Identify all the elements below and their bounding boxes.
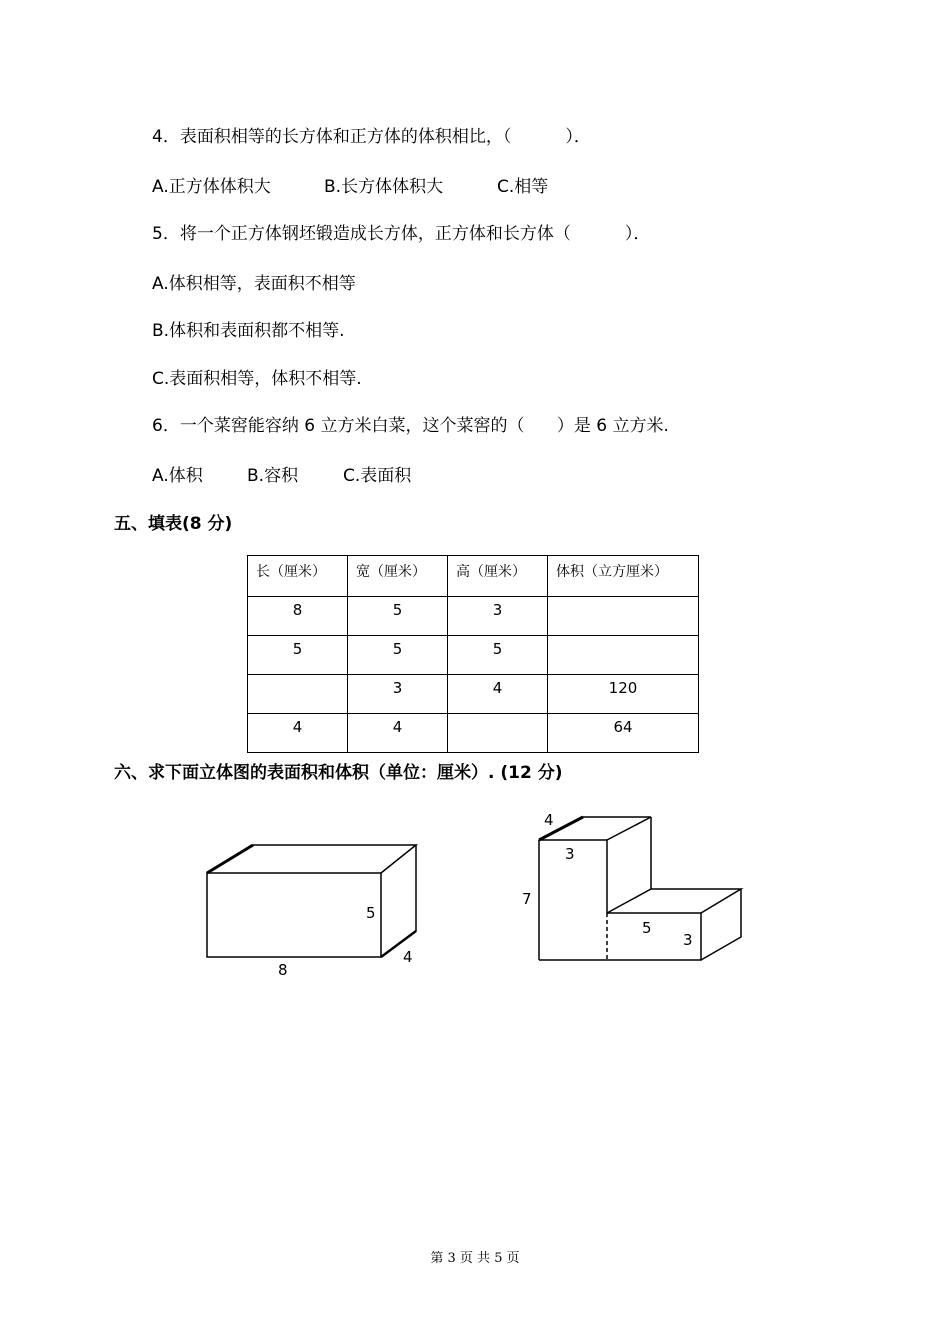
cell: 5: [348, 636, 448, 675]
cuboid-width-label: 4: [403, 948, 413, 966]
cell: 8: [248, 597, 348, 636]
top-depth-label: 3: [565, 845, 575, 863]
tall-block-top: [539, 817, 651, 840]
cell: 3: [448, 597, 548, 636]
fill-table: [247, 555, 699, 753]
cell[interactable]: [448, 714, 548, 753]
cuboid-front-face: [207, 873, 381, 957]
height-label: 7: [522, 890, 532, 908]
question-5-option-b: B.体积和表面积都不相等.: [152, 321, 345, 341]
step-block-side: [701, 889, 741, 960]
cell[interactable]: [548, 636, 699, 675]
question-5-stem: 5．将一个正方体钢坯锻造成长方体，正方体和长方体（ ）．: [152, 224, 651, 244]
section-6-title: 六、求下面立体图的表面积和体积（单位：厘米）. (12 分): [114, 763, 563, 783]
cell: 4: [248, 714, 348, 753]
top-width-label: 4: [544, 811, 554, 829]
cell: 5: [248, 636, 348, 675]
question-4-option-c: C.相等: [497, 177, 549, 197]
cell: 120: [548, 675, 699, 714]
table-header-row: [248, 556, 699, 597]
cuboid-height-label: 5: [366, 904, 376, 922]
question-4-option-b: B.长方体体积大: [324, 177, 444, 197]
header-volume: 体积（立方厘米）: [548, 556, 699, 597]
header-height: 高（厘米）: [448, 556, 548, 597]
cell: 64: [548, 714, 699, 753]
table-row: [248, 675, 699, 714]
cell: 4: [348, 714, 448, 753]
question-6-stem: 6．一个菜窖能容纳 6 立方米白菜，这个菜窖的（ ）是 6 立方米.: [152, 416, 669, 436]
cuboid-figure: [195, 835, 435, 985]
page-footer: 第 3 页 共 5 页: [430, 1251, 520, 1266]
question-6-option-a: A.体积: [152, 466, 203, 486]
cell[interactable]: [548, 597, 699, 636]
cell: 5: [448, 636, 548, 675]
question-4-stem: 4．表面积相等的长方体和正方体的体积相比，（ ）．: [152, 127, 591, 147]
cell: 3: [348, 675, 448, 714]
question-6-option-c: C.表面积: [343, 466, 412, 486]
table-row: [248, 597, 699, 636]
cell: 4: [448, 675, 548, 714]
table-row: [248, 636, 699, 675]
table-row: [248, 714, 699, 753]
header-length: 长（厘米）: [248, 556, 348, 597]
cell: 5: [348, 597, 448, 636]
step-block-top: [607, 889, 741, 913]
question-5-option-c: C.表面积相等，体积不相等.: [152, 369, 362, 389]
l-shaped-solid-figure: [515, 805, 755, 970]
step-length-label: 5: [642, 919, 652, 937]
question-4-option-a: A.正方体体积大: [152, 177, 271, 197]
step-block-front: [539, 913, 701, 960]
cell[interactable]: [248, 675, 348, 714]
question-5-option-a: A.体积相等，表面积不相等: [152, 274, 356, 294]
step-height-label: 3: [683, 931, 693, 949]
header-width: 宽（厘米）: [348, 556, 448, 597]
section-5-title: 五、填表(8 分): [114, 514, 233, 534]
question-6-option-b: B.容积: [247, 466, 299, 486]
cuboid-length-label: 8: [278, 961, 288, 979]
cuboid-side-face: [381, 845, 416, 957]
cuboid-top-face: [207, 845, 416, 873]
